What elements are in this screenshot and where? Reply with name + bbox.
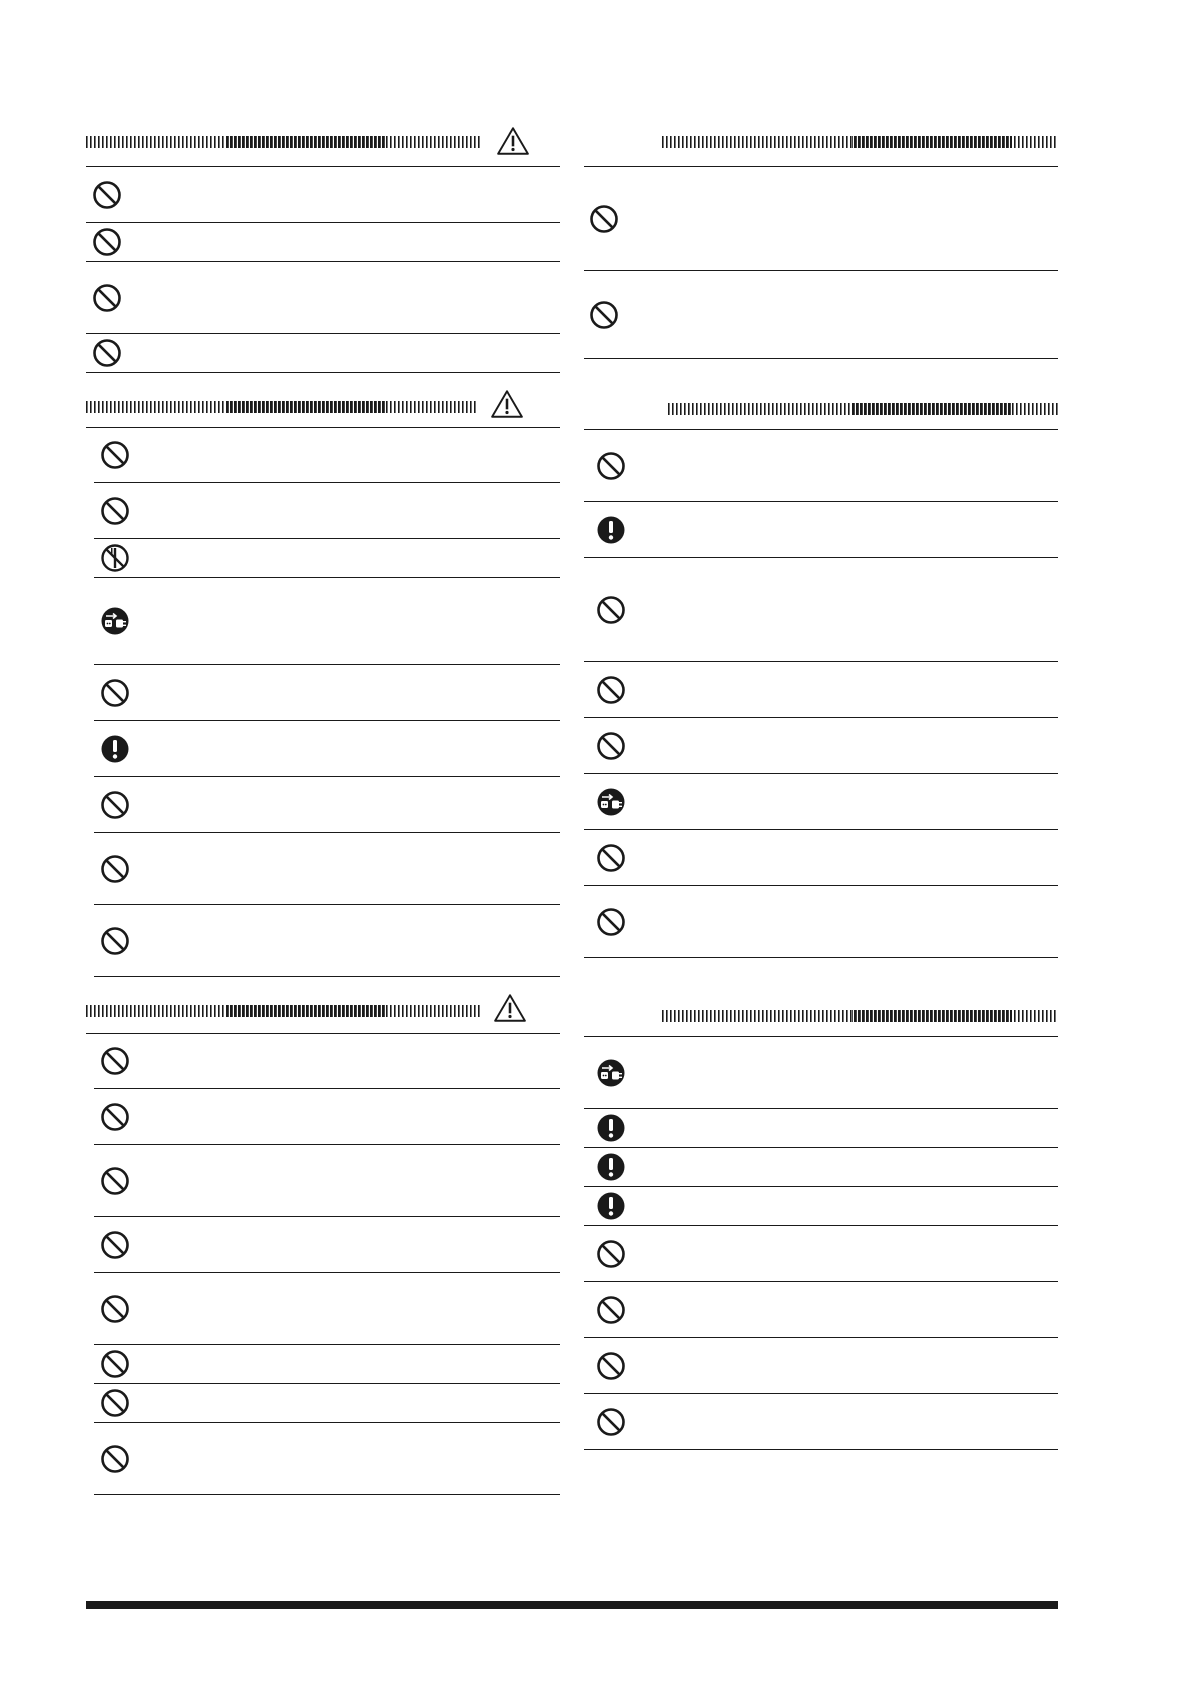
mandatory-exclamation-icon	[596, 515, 626, 545]
prohibition-icon	[596, 843, 626, 873]
heading-placeholder-bar	[86, 401, 476, 413]
safety-item-row	[94, 1089, 560, 1145]
safety-item-row	[94, 539, 560, 578]
prohibition-icon	[100, 1166, 130, 1196]
safety-item-row	[94, 578, 560, 665]
section-body-3	[86, 1034, 560, 1495]
safety-item-row	[584, 430, 1058, 502]
safety-item-row	[94, 777, 560, 833]
section-body-r3	[584, 1037, 1058, 1450]
prohibition-icon	[100, 1444, 130, 1474]
prohibition-icon	[589, 204, 619, 234]
section-header-warning-2	[86, 373, 560, 427]
heading-placeholder-bar	[662, 1010, 1058, 1022]
section-header-caution-2	[584, 359, 1058, 429]
safety-item-row	[94, 665, 560, 721]
unplug-icon	[596, 787, 626, 817]
unplug-icon	[596, 1058, 626, 1088]
section-header-warning-3	[86, 977, 560, 1033]
safety-item-row	[584, 167, 1058, 271]
safety-item-row	[584, 662, 1058, 718]
prohibition-icon	[100, 1294, 130, 1324]
section-body-1	[86, 167, 560, 373]
prohibition-icon	[596, 675, 626, 705]
safety-item-row	[86, 167, 560, 223]
section-header-warning-1	[86, 126, 560, 166]
warning-triangle-icon	[493, 993, 527, 1023]
safety-item-row	[584, 830, 1058, 886]
safety-item-row	[584, 1148, 1058, 1187]
prohibition-icon	[596, 731, 626, 761]
safety-item-row	[94, 833, 560, 905]
safety-item-row	[584, 1394, 1058, 1450]
safety-item-row	[94, 428, 560, 483]
safety-item-row	[94, 1145, 560, 1217]
section-header-caution-3	[584, 958, 1058, 1036]
safety-item-row	[94, 721, 560, 777]
prohibition-icon	[100, 678, 130, 708]
prohibition-icon	[596, 1295, 626, 1325]
prohibition-icon	[596, 451, 626, 481]
safety-item-row	[94, 1384, 560, 1423]
safety-item-row	[584, 1109, 1058, 1148]
prohibition-icon	[100, 1349, 130, 1379]
prohibition-icon	[596, 907, 626, 937]
right-column	[584, 126, 1058, 1450]
safety-item-row	[584, 1282, 1058, 1338]
heading-placeholder-bar	[86, 1005, 482, 1017]
prohibition-icon	[100, 1102, 130, 1132]
safety-item-row	[86, 262, 560, 334]
safety-item-row	[584, 886, 1058, 958]
safety-item-row	[584, 718, 1058, 774]
left-column	[86, 126, 560, 1495]
heading-placeholder-bar	[86, 136, 482, 148]
prohibition-icon	[596, 595, 626, 625]
prohibition-icon	[92, 283, 122, 313]
safety-item-row	[94, 483, 560, 539]
warning-triangle-icon	[490, 389, 524, 419]
safety-item-row	[94, 1423, 560, 1495]
section-body-r1	[584, 167, 1058, 359]
prohibition-icon	[596, 1239, 626, 1269]
prohibition-icon	[596, 1351, 626, 1381]
prohibition-icon	[92, 338, 122, 368]
section-header-caution-1	[584, 126, 1058, 166]
safety-item-row	[584, 271, 1058, 359]
safety-item-row	[94, 1034, 560, 1089]
no-disassemble-icon	[100, 543, 130, 573]
safety-item-row	[584, 502, 1058, 558]
prohibition-icon	[100, 854, 130, 884]
footer-bar	[86, 1601, 1058, 1609]
prohibition-icon	[100, 440, 130, 470]
prohibition-icon	[100, 1046, 130, 1076]
safety-item-row	[584, 1226, 1058, 1282]
prohibition-icon	[596, 1407, 626, 1437]
warning-triangle-icon	[496, 126, 530, 156]
safety-item-row	[94, 905, 560, 977]
prohibition-icon	[92, 227, 122, 257]
mandatory-exclamation-icon	[596, 1113, 626, 1143]
mandatory-exclamation-icon	[100, 734, 130, 764]
safety-item-row	[584, 1338, 1058, 1394]
safety-item-row	[86, 334, 560, 373]
section-body-2	[86, 428, 560, 977]
mandatory-exclamation-icon	[596, 1152, 626, 1182]
safety-item-row	[584, 558, 1058, 662]
prohibition-icon	[100, 926, 130, 956]
safety-item-row	[94, 1345, 560, 1384]
prohibition-icon	[589, 300, 619, 330]
prohibition-icon	[100, 790, 130, 820]
safety-item-row	[86, 223, 560, 262]
prohibition-icon	[100, 1230, 130, 1260]
section-body-r2	[584, 430, 1058, 958]
heading-placeholder-bar	[668, 403, 1058, 415]
unplug-icon	[100, 606, 130, 636]
safety-item-row	[94, 1273, 560, 1345]
prohibition-icon	[100, 1388, 130, 1418]
prohibition-icon	[100, 496, 130, 526]
safety-item-row	[94, 1217, 560, 1273]
heading-placeholder-bar	[662, 136, 1058, 148]
prohibition-icon	[92, 180, 122, 210]
safety-item-row	[584, 774, 1058, 830]
mandatory-exclamation-icon	[596, 1191, 626, 1221]
safety-item-row	[584, 1037, 1058, 1109]
safety-item-row	[584, 1187, 1058, 1226]
